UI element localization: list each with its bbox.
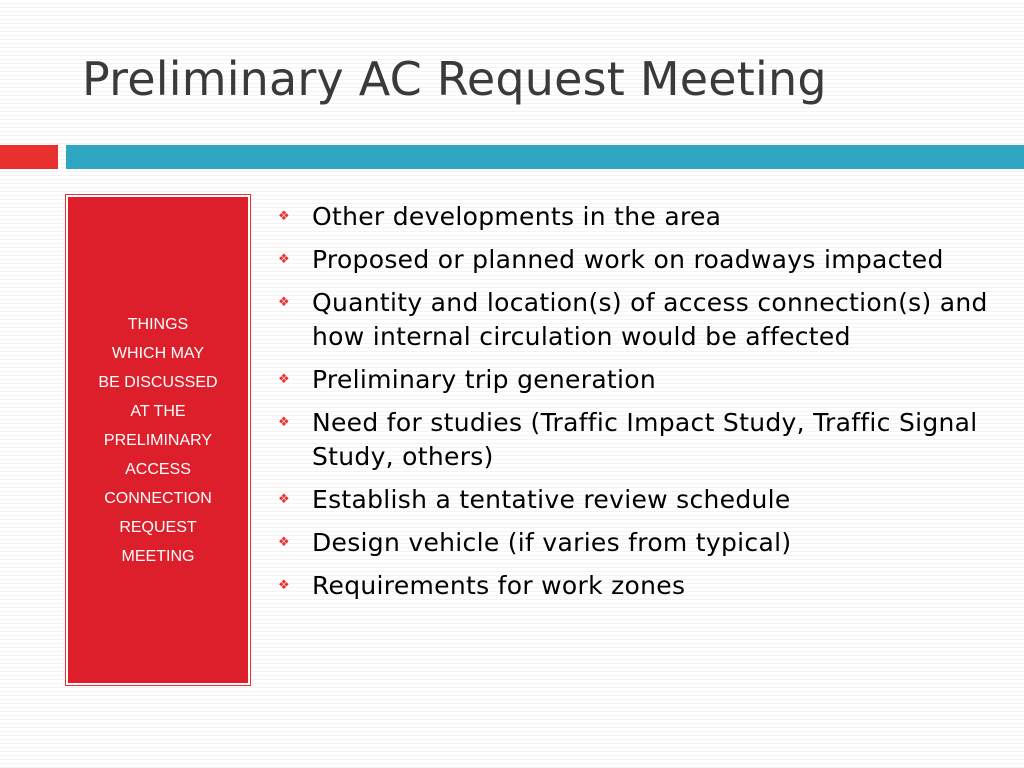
list-item	[276, 243, 1006, 277]
bullet-text: Quantity and location(s) of access connection(s) and how internal circulation would be affected	[312, 288, 988, 351]
slide-title: Preliminary AC Request Meeting	[82, 52, 827, 106]
bullet-list	[276, 200, 1006, 612]
accent-bar-blue	[66, 145, 1024, 169]
list-item	[276, 200, 1006, 234]
list-item	[276, 483, 1006, 517]
diamond-bullet-icon: ❖	[278, 295, 290, 310]
bullet-text: Need for studies (Traffic Impact Study, Traffic Signal Study, others)	[312, 408, 978, 471]
bullet-text: Requirements for work zones	[312, 571, 686, 600]
side-callout-box	[65, 194, 251, 686]
list-item	[276, 363, 1006, 397]
bullet-text: Proposed or planned work on roadways impacted	[312, 245, 944, 274]
diamond-bullet-icon: ❖	[278, 415, 290, 430]
bullet-text: Preliminary trip generation	[312, 365, 657, 394]
diamond-bullet-icon: ❖	[278, 252, 290, 267]
list-item	[276, 569, 1006, 603]
bullet-text: Other developments in the area	[312, 202, 722, 231]
diamond-bullet-icon: ❖	[278, 578, 290, 593]
diamond-bullet-icon: ❖	[278, 492, 290, 507]
list-item	[276, 406, 1006, 474]
bullet-text: Establish a tentative review schedule	[312, 485, 791, 514]
accent-bar-red	[0, 145, 58, 169]
diamond-bullet-icon: ❖	[278, 372, 290, 387]
diamond-bullet-icon: ❖	[278, 535, 290, 550]
bullet-text: Design vehicle (if varies from typical)	[312, 528, 792, 557]
side-callout-text: THINGS WHICH MAY BE DISCUSSED AT THE PRELIMINARY ACCESS CONNECTION REQUEST MEETING	[98, 315, 218, 565]
list-item	[276, 526, 1006, 560]
diamond-bullet-icon: ❖	[278, 209, 290, 224]
list-item	[276, 286, 1006, 354]
side-callout-fill	[68, 197, 248, 683]
